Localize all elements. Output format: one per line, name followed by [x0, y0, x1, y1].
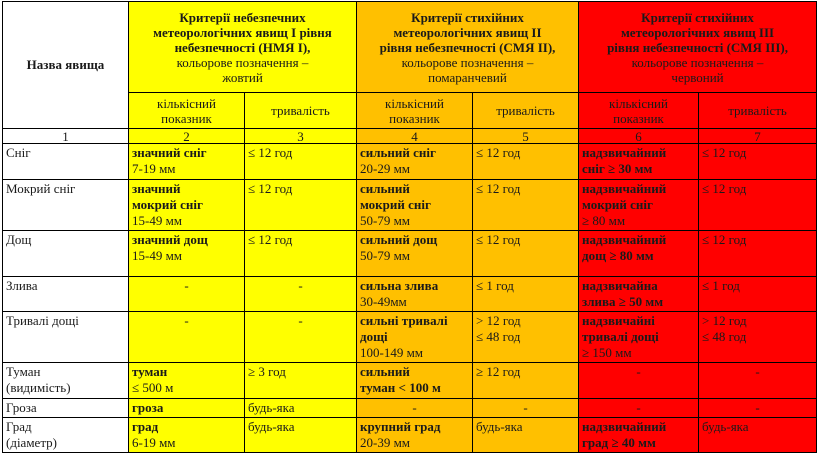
duration-value: будь-яка: [476, 419, 523, 434]
duration-cell: [473, 180, 579, 231]
empty-dash: -: [755, 364, 760, 379]
table-row: [3, 399, 817, 418]
phenomenon-name-line: Дощ: [6, 232, 32, 247]
duration-cell: [245, 312, 357, 363]
name-column-header: Назва явища: [3, 2, 129, 129]
criterion-label: значний сніг: [132, 145, 207, 160]
duration-value: ≤ 1 год: [476, 278, 514, 293]
column-number: 7: [699, 129, 817, 144]
column-number: 5: [473, 129, 579, 144]
criterion-label: мокрий сніг: [582, 197, 653, 212]
criterion-value: 6-19 мм: [132, 435, 176, 450]
quantity-cell: [129, 312, 245, 363]
criterion-label: дощі: [360, 329, 388, 344]
duration-cell: [245, 180, 357, 231]
table-row: [3, 312, 817, 363]
criterion-value: 7-19 мм: [132, 161, 176, 176]
criterion-label: крупний град: [360, 419, 441, 434]
phenomenon-name-line: Мокрий сніг: [6, 181, 76, 196]
criterion-value: ≥ 150 мм: [582, 345, 632, 360]
criterion-value: 15-49 мм: [132, 213, 183, 228]
quantity-cell: [357, 418, 473, 453]
quantity-cell: [579, 231, 699, 277]
duration-cell: [473, 312, 579, 363]
duration-value: ≤ 48 год: [702, 329, 747, 344]
duration-cell: [245, 277, 357, 312]
quantity-cell: [129, 399, 245, 418]
duration-cell: [473, 277, 579, 312]
empty-dash: -: [755, 400, 760, 415]
duration-cell: [245, 399, 357, 418]
duration-value: ≤ 12 год: [702, 145, 747, 160]
duration-value: ≤ 12 год: [476, 145, 521, 160]
duration-value: будь-яка: [248, 419, 295, 434]
duration-cell: [699, 144, 817, 180]
quantity-cell: [357, 180, 473, 231]
empty-dash: -: [412, 400, 417, 415]
phenomenon-name: [3, 277, 129, 312]
duration-value: > 12 год: [702, 313, 747, 328]
quantity-cell: [357, 312, 473, 363]
duration-cell: [699, 180, 817, 231]
phenomenon-name-line: Тривалі дощі: [6, 313, 79, 328]
criterion-label: туман: [132, 364, 168, 379]
phenomenon-name-line: Сніг: [6, 145, 31, 160]
duration-cell: [245, 231, 357, 277]
criterion-value: 15-49 мм: [132, 248, 183, 263]
criterion-value: 20-29 мм: [360, 161, 411, 176]
table-row: [3, 231, 817, 277]
quantity-cell: [579, 180, 699, 231]
duration-cell: [699, 399, 817, 418]
duration-value: будь-яка: [248, 400, 295, 415]
phenomenon-name-line: (діаметр): [6, 435, 57, 450]
column-number: 2: [129, 129, 245, 144]
phenomenon-name: [3, 231, 129, 277]
empty-dash: -: [298, 278, 303, 293]
empty-dash: -: [523, 400, 528, 415]
duration-cell: [699, 418, 817, 453]
duration-cell: [245, 418, 357, 453]
quantity-subheader: кількісний показник: [357, 93, 473, 129]
criterion-label: мокрий сніг: [132, 197, 203, 212]
criterion-label: надзвичайні: [582, 313, 655, 328]
column-number: 1: [3, 129, 129, 144]
phenomenon-name: [3, 312, 129, 363]
duration-value: ≤ 12 год: [248, 145, 293, 160]
quantity-cell: [357, 399, 473, 418]
quantity-cell: [129, 144, 245, 180]
criterion-label: надзвичайний: [582, 145, 667, 160]
duration-value: ≤ 1 год: [702, 278, 740, 293]
quantity-subheader: кількісний показник: [579, 93, 699, 129]
criterion-label: гроза: [132, 400, 164, 415]
criterion-label: сильний сніг: [360, 145, 436, 160]
phenomenon-name-line: Злива: [6, 278, 38, 293]
duration-cell: [699, 363, 817, 399]
duration-value: ≥ 3 год: [248, 364, 286, 379]
quantity-cell: [357, 363, 473, 399]
duration-cell: [699, 312, 817, 363]
duration-cell: [473, 231, 579, 277]
criterion-value: ≥ 80 мм: [582, 213, 626, 228]
header-row: [3, 2, 817, 93]
phenomenon-name-line: Туман: [6, 364, 41, 379]
phenomenon-name: [3, 363, 129, 399]
criterion-label: тривалі дощі: [582, 329, 659, 344]
criterion-value: 30-49мм: [360, 294, 407, 309]
duration-cell: [473, 363, 579, 399]
criteria-table: [2, 1, 817, 453]
duration-value: ≤ 12 год: [248, 181, 293, 196]
criterion-label: сильний: [360, 364, 410, 379]
criterion-label: значний дощ: [132, 232, 208, 247]
duration-subheader: тривалість: [699, 93, 817, 129]
phenomenon-name-line: Град: [6, 419, 32, 434]
criterion-value: 50-79 мм: [360, 213, 411, 228]
quantity-cell: [129, 231, 245, 277]
criterion-label: град ≥ 40 мм: [582, 435, 656, 450]
duration-subheader: тривалість: [473, 93, 579, 129]
phenomenon-name-line: (видимість): [6, 380, 71, 395]
empty-dash: -: [636, 364, 641, 379]
duration-value: ≤ 48 год: [476, 329, 521, 344]
criterion-value: 100-149 мм: [360, 345, 424, 360]
criterion-label: надзвичайний: [582, 181, 667, 196]
table-row: [3, 277, 817, 312]
empty-dash: -: [184, 313, 189, 328]
group1-header: Критерії небезпечних метеорологічних явищ I рівня небезпечності (НМЯ I), кольорове позначення – жовтий: [129, 2, 357, 93]
quantity-cell: [579, 277, 699, 312]
table-row: [3, 180, 817, 231]
duration-value: ≤ 12 год: [476, 232, 521, 247]
criterion-label: мокрий сніг: [360, 197, 431, 212]
criterion-label: сильний дощ: [360, 232, 438, 247]
duration-cell: [699, 231, 817, 277]
criterion-value: 20-39 мм: [360, 435, 411, 450]
duration-cell: [245, 363, 357, 399]
criterion-label: сильні тривалі: [360, 313, 448, 328]
quantity-cell: [579, 363, 699, 399]
group3-header: Критерії стихійних метеорологічних явищ III рівня небезпечності (СМЯ III), кольорове позначення – червоний: [579, 2, 817, 93]
quantity-cell: [129, 418, 245, 453]
column-number-row: [3, 129, 817, 144]
quantity-cell: [129, 180, 245, 231]
quantity-cell: [357, 277, 473, 312]
table-row: [3, 363, 817, 399]
criterion-label: дощ ≥ 80 мм: [582, 248, 654, 263]
criterion-label: сніг ≥ 30 мм: [582, 161, 653, 176]
duration-value: ≤ 12 год: [476, 181, 521, 196]
duration-cell: [473, 144, 579, 180]
quantity-cell: [357, 231, 473, 277]
empty-dash: -: [636, 400, 641, 415]
quantity-cell: [129, 277, 245, 312]
criterion-label: надзвичайна: [582, 278, 658, 293]
duration-value: ≥ 12 год: [476, 364, 521, 379]
empty-dash: -: [298, 313, 303, 328]
criterion-label: надзвичайний: [582, 232, 667, 247]
table-row: [3, 418, 817, 453]
column-number: 3: [245, 129, 357, 144]
criterion-label: туман < 100 м: [360, 380, 441, 395]
criterion-value: ≤ 500 м: [132, 380, 174, 395]
quantity-cell: [357, 144, 473, 180]
duration-cell: [473, 399, 579, 418]
duration-value: будь-яка: [702, 419, 749, 434]
duration-cell: [699, 277, 817, 312]
quantity-cell: [579, 312, 699, 363]
criterion-label: сильна злива: [360, 278, 439, 293]
group2-header: Критерії стихійних метеорологічних явищ II рівня небезпечності (СМЯ II), кольорове позначення – помаранчевий: [357, 2, 579, 93]
duration-cell: [473, 418, 579, 453]
quantity-cell: [579, 418, 699, 453]
duration-value: ≤ 12 год: [702, 181, 747, 196]
phenomenon-name-line: Гроза: [6, 400, 37, 415]
phenomenon-name: [3, 418, 129, 453]
duration-value: > 12 год: [476, 313, 521, 328]
criterion-value: 50-79 мм: [360, 248, 411, 263]
duration-value: ≤ 12 год: [702, 232, 747, 247]
duration-subheader: тривалість: [245, 93, 357, 129]
criterion-label: град: [132, 419, 159, 434]
criterion-label: злива ≥ 50 мм: [582, 294, 664, 309]
quantity-cell: [129, 363, 245, 399]
phenomenon-name: [3, 180, 129, 231]
empty-dash: -: [184, 278, 189, 293]
quantity-cell: [579, 144, 699, 180]
criterion-label: надзвичайний: [582, 419, 667, 434]
column-number: 6: [579, 129, 699, 144]
table-row: [3, 144, 817, 180]
quantity-subheader: кількісний показник: [129, 93, 245, 129]
phenomenon-name: [3, 144, 129, 180]
phenomenon-name: [3, 399, 129, 418]
criterion-label: значний: [132, 181, 181, 196]
column-number: 4: [357, 129, 473, 144]
duration-cell: [245, 144, 357, 180]
criterion-label: сильний: [360, 181, 410, 196]
quantity-cell: [579, 399, 699, 418]
duration-value: ≤ 12 год: [248, 232, 293, 247]
